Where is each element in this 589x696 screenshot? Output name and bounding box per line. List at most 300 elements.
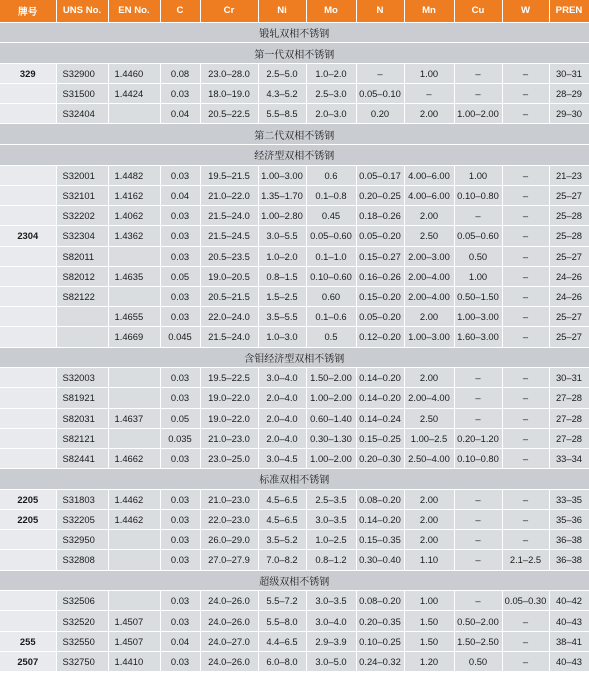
table-cell: S81921 xyxy=(56,388,108,408)
table-cell: 2.0–4.0 xyxy=(258,408,306,428)
table-cell: 0.05–0.60 xyxy=(306,226,356,246)
table-cell: 0.03 xyxy=(160,226,200,246)
table-cell: 0.04 xyxy=(160,631,200,651)
column-header: C xyxy=(160,0,200,22)
table-cell: 0.03 xyxy=(160,368,200,388)
section-title: 第二代双相不锈钢 xyxy=(0,124,589,145)
table-cell: 0.03 xyxy=(160,550,200,570)
table-row xyxy=(0,448,589,468)
table-cell: 0.05–0.17 xyxy=(356,165,404,185)
table-cell: 1.4669 xyxy=(108,327,160,347)
table-cell: 19.0–20.5 xyxy=(200,266,258,286)
table-cell: S32404 xyxy=(56,104,108,124)
table-cell: 0.30–1.30 xyxy=(306,428,356,448)
table-cell: 0.1–1.0 xyxy=(306,246,356,266)
table-cell: 2.1–2.5 xyxy=(502,550,549,570)
table-cell: 0.50 xyxy=(454,651,502,671)
table-row xyxy=(0,651,589,671)
table-cell: 1.50 xyxy=(404,631,454,651)
section-header-row xyxy=(0,43,589,64)
table-cell: 22.0–24.0 xyxy=(200,307,258,327)
table-row xyxy=(0,266,589,286)
grade-cell xyxy=(0,286,56,306)
table-cell xyxy=(108,104,160,124)
grade-cell: 2304 xyxy=(0,226,56,246)
table-cell xyxy=(108,388,160,408)
grade-cell xyxy=(0,104,56,124)
table-cell: 1.0–2.5 xyxy=(306,530,356,550)
table-cell: 0.50–1.50 xyxy=(454,286,502,306)
table-cell: 1.50 xyxy=(404,611,454,631)
section-header-row xyxy=(0,570,589,591)
grade-cell xyxy=(0,408,56,428)
table-cell: 2.00 xyxy=(404,489,454,509)
table-cell: – xyxy=(454,388,502,408)
table-cell: 2.00–3.00 xyxy=(404,246,454,266)
column-header: UNS No. xyxy=(56,0,108,22)
table-cell: 27–28 xyxy=(549,388,589,408)
table-cell: S32520 xyxy=(56,611,108,631)
table-cell: S32003 xyxy=(56,368,108,388)
table-cell: 24–26 xyxy=(549,266,589,286)
table-cell: S31500 xyxy=(56,84,108,104)
section-header-row xyxy=(0,22,589,43)
table-cell xyxy=(108,286,160,306)
table-cell: 24.0–26.0 xyxy=(200,651,258,671)
table-cell: 0.03 xyxy=(160,530,200,550)
table-row xyxy=(0,104,589,124)
table-cell: – xyxy=(454,408,502,428)
table-cell: 0.10–0.80 xyxy=(454,186,502,206)
table-cell: S31803 xyxy=(56,489,108,509)
table-cell: S32202 xyxy=(56,206,108,226)
column-header: EN No. xyxy=(108,0,160,22)
table-cell: 0.03 xyxy=(160,448,200,468)
table-cell: – xyxy=(454,530,502,550)
table-cell: 24.0–27.0 xyxy=(200,631,258,651)
table-cell: 0.04 xyxy=(160,186,200,206)
table-row xyxy=(0,550,589,570)
table-cell: 1.00 xyxy=(404,63,454,83)
table-cell: 20.5–21.5 xyxy=(200,286,258,306)
table-cell: 1.00–3.00 xyxy=(404,327,454,347)
grade-cell xyxy=(0,266,56,286)
table-cell: 4.00–6.00 xyxy=(404,165,454,185)
table-cell: 0.20–0.35 xyxy=(356,611,404,631)
table-cell: 1.00–3.00 xyxy=(258,165,306,185)
table-cell: 5.5–7.2 xyxy=(258,591,306,611)
table-cell: 25–27 xyxy=(549,246,589,266)
table-cell: 2.00 xyxy=(404,530,454,550)
table-cell: S32550 xyxy=(56,631,108,651)
grade-cell xyxy=(0,448,56,468)
table-cell: 1.00–2.80 xyxy=(258,206,306,226)
table-cell xyxy=(56,307,108,327)
table-cell: – xyxy=(502,530,549,550)
table-row xyxy=(0,530,589,550)
section-header-row xyxy=(0,145,589,166)
table-cell: 3.0–5.5 xyxy=(258,226,306,246)
table-cell: 0.05–0.30 xyxy=(502,591,549,611)
table-cell: 21–23 xyxy=(549,165,589,185)
table-cell: 1.4062 xyxy=(108,206,160,226)
table-cell: 0.45 xyxy=(306,206,356,226)
table-cell: 4.3–5.2 xyxy=(258,84,306,104)
table-cell: 23.0–28.0 xyxy=(200,63,258,83)
table-cell: 0.03 xyxy=(160,651,200,671)
table-row xyxy=(0,286,589,306)
section-title: 第一代双相不锈钢 xyxy=(0,43,589,64)
table-cell: 2.00 xyxy=(404,307,454,327)
table-cell: – xyxy=(502,489,549,509)
table-cell: 0.03 xyxy=(160,246,200,266)
table-cell: 22.0–23.0 xyxy=(200,510,258,530)
table-cell: 0.04 xyxy=(160,104,200,124)
table-cell: 25–28 xyxy=(549,206,589,226)
table-cell: 2.00 xyxy=(404,104,454,124)
table-cell: 0.03 xyxy=(160,206,200,226)
table-cell: 0.08–0.20 xyxy=(356,591,404,611)
table-row xyxy=(0,510,589,530)
table-cell: 27–28 xyxy=(549,408,589,428)
table-cell: S32506 xyxy=(56,591,108,611)
table-cell: 0.10–0.25 xyxy=(356,631,404,651)
grade-cell: 2205 xyxy=(0,510,56,530)
table-cell: 1.00–2.00 xyxy=(306,448,356,468)
table-cell: 0.18–0.26 xyxy=(356,206,404,226)
table-row xyxy=(0,388,589,408)
table-cell: 2.50 xyxy=(404,226,454,246)
table-cell xyxy=(108,246,160,266)
table-cell: 0.03 xyxy=(160,510,200,530)
table-cell xyxy=(108,550,160,570)
table-cell: – xyxy=(502,63,549,83)
table-cell: 2.5–5.0 xyxy=(258,63,306,83)
table-cell: 2.00–4.00 xyxy=(404,388,454,408)
table-cell: 0.14–0.20 xyxy=(356,368,404,388)
table-cell: 1.00 xyxy=(454,266,502,286)
table-cell: 6.0–8.0 xyxy=(258,651,306,671)
table-cell: 4.5–6.5 xyxy=(258,510,306,530)
table-cell: 24–26 xyxy=(549,286,589,306)
table-cell: 3.0–3.5 xyxy=(306,510,356,530)
table-cell: 0.14–0.20 xyxy=(356,388,404,408)
grade-cell xyxy=(0,307,56,327)
table-cell: 36–38 xyxy=(549,550,589,570)
table-cell: 25–27 xyxy=(549,327,589,347)
table-row xyxy=(0,408,589,428)
table-cell: 0.045 xyxy=(160,327,200,347)
table-cell: S32001 xyxy=(56,165,108,185)
table-cell: 0.5 xyxy=(306,327,356,347)
grade-cell xyxy=(0,368,56,388)
table-cell: 5.5–8.0 xyxy=(258,611,306,631)
table-cell: 1.0–3.0 xyxy=(258,327,306,347)
table-cell: 2.9–3.9 xyxy=(306,631,356,651)
table-cell: – xyxy=(454,550,502,570)
table-cell: 0.1–0.8 xyxy=(306,186,356,206)
table-cell: 1.4662 xyxy=(108,448,160,468)
table-cell: 0.08–0.20 xyxy=(356,489,404,509)
table-cell: S32205 xyxy=(56,510,108,530)
table-cell: 0.50–2.00 xyxy=(454,611,502,631)
table-cell: – xyxy=(502,286,549,306)
table-cell: 27–28 xyxy=(549,428,589,448)
table-cell: S82122 xyxy=(56,286,108,306)
table-cell: – xyxy=(454,489,502,509)
grade-cell xyxy=(0,388,56,408)
table-cell: – xyxy=(502,84,549,104)
table-cell: 0.03 xyxy=(160,489,200,509)
table-cell: 0.03 xyxy=(160,307,200,327)
table-cell: 2.0–4.0 xyxy=(258,388,306,408)
table-cell: 0.03 xyxy=(160,286,200,306)
grade-cell xyxy=(0,246,56,266)
header-row xyxy=(0,0,589,22)
table-cell: 0.03 xyxy=(160,165,200,185)
table-cell: – xyxy=(404,84,454,104)
section-title: 经济型双相不锈钢 xyxy=(0,145,589,166)
table-cell: 0.15–0.27 xyxy=(356,246,404,266)
table-cell: 1.00 xyxy=(404,591,454,611)
table-cell: 0.20–0.25 xyxy=(356,186,404,206)
grade-cell: 2205 xyxy=(0,489,56,509)
table-cell: S32950 xyxy=(56,530,108,550)
table-cell: 0.08 xyxy=(160,63,200,83)
table-cell: – xyxy=(502,651,549,671)
column-header: Mo xyxy=(306,0,356,22)
table-cell: 35–36 xyxy=(549,510,589,530)
table-row xyxy=(0,611,589,631)
table-cell: 1.4410 xyxy=(108,651,160,671)
table-cell: 0.05–0.60 xyxy=(454,226,502,246)
grade-cell xyxy=(0,186,56,206)
column-header: Cu xyxy=(454,0,502,22)
table-cell: 4.5–6.5 xyxy=(258,489,306,509)
table-row xyxy=(0,186,589,206)
table-cell: 3.0–4.0 xyxy=(306,611,356,631)
table-cell: 2.00 xyxy=(404,510,454,530)
table-cell: – xyxy=(502,368,549,388)
table-cell: 7.0–8.2 xyxy=(258,550,306,570)
table-cell: 21.5–24.0 xyxy=(200,206,258,226)
table-cell: S32750 xyxy=(56,651,108,671)
table-cell: – xyxy=(502,266,549,286)
table-row xyxy=(0,165,589,185)
table-cell: – xyxy=(502,246,549,266)
table-cell: 1.20 xyxy=(404,651,454,671)
table-cell: – xyxy=(454,206,502,226)
table-cell: 1.4482 xyxy=(108,165,160,185)
table-cell: – xyxy=(502,428,549,448)
table-cell: – xyxy=(502,226,549,246)
table-cell: 2.00 xyxy=(404,368,454,388)
table-cell: 0.15–0.35 xyxy=(356,530,404,550)
table-cell: – xyxy=(454,84,502,104)
table-cell: – xyxy=(502,388,549,408)
table-cell: 33–34 xyxy=(549,448,589,468)
table-cell: 0.60 xyxy=(306,286,356,306)
column-header: N xyxy=(356,0,404,22)
table-cell: 27.0–27.9 xyxy=(200,550,258,570)
table-cell: 1.4635 xyxy=(108,266,160,286)
table-cell: 21.5–24.0 xyxy=(200,327,258,347)
table-cell: S82012 xyxy=(56,266,108,286)
table-header xyxy=(0,0,589,22)
table-cell: 1.4162 xyxy=(108,186,160,206)
table-cell: 26.0–29.0 xyxy=(200,530,258,550)
table-cell: 19.5–21.5 xyxy=(200,165,258,185)
table-cell: 1.4362 xyxy=(108,226,160,246)
column-header: PREN xyxy=(549,0,589,22)
table-cell: 2.00–4.00 xyxy=(404,286,454,306)
table-cell: 1.00–2.5 xyxy=(404,428,454,448)
table-cell: 0.14–0.24 xyxy=(356,408,404,428)
table-cell: 4.00–6.00 xyxy=(404,186,454,206)
grade-cell xyxy=(0,611,56,631)
table-cell: 1.60–3.00 xyxy=(454,327,502,347)
table-cell: S82011 xyxy=(56,246,108,266)
table-cell: 1.4460 xyxy=(108,63,160,83)
column-header: Cr xyxy=(200,0,258,22)
table-cell: 19.5–22.5 xyxy=(200,368,258,388)
table-cell: 21.0–22.0 xyxy=(200,186,258,206)
table-cell: 0.035 xyxy=(160,428,200,448)
section-title: 含钼经济型双相不锈钢 xyxy=(0,347,589,368)
table-row xyxy=(0,327,589,347)
table-cell: 40–42 xyxy=(549,591,589,611)
table-cell: 0.03 xyxy=(160,388,200,408)
table-cell: S32101 xyxy=(56,186,108,206)
table-cell: 1.5–2.5 xyxy=(258,286,306,306)
table-cell: 0.10–0.80 xyxy=(454,448,502,468)
table-cell: – xyxy=(502,186,549,206)
grade-cell: 2507 xyxy=(0,651,56,671)
grade-cell xyxy=(0,530,56,550)
table-row xyxy=(0,226,589,246)
table-cell: 0.15–0.20 xyxy=(356,286,404,306)
table-cell: 21.0–23.0 xyxy=(200,489,258,509)
table-cell: 1.4462 xyxy=(108,489,160,509)
table-cell xyxy=(108,428,160,448)
table-cell: 2.00–4.00 xyxy=(404,266,454,286)
table-cell: S32304 xyxy=(56,226,108,246)
table-cell: – xyxy=(502,448,549,468)
table-cell: 0.20–0.30 xyxy=(356,448,404,468)
table-cell: 0.1–0.6 xyxy=(306,307,356,327)
table-row xyxy=(0,428,589,448)
table-cell: 0.8–1.2 xyxy=(306,550,356,570)
table-cell: 1.0–2.0 xyxy=(258,246,306,266)
table-cell: 36–38 xyxy=(549,530,589,550)
table-cell: 0.6 xyxy=(306,165,356,185)
table-cell: – xyxy=(502,631,549,651)
table-cell: 4.4–6.5 xyxy=(258,631,306,651)
table-cell xyxy=(108,368,160,388)
section-title: 标准双相不锈钢 xyxy=(0,469,589,490)
table-cell: 18.0–19.0 xyxy=(200,84,258,104)
table-cell: – xyxy=(454,368,502,388)
table-cell: – xyxy=(454,510,502,530)
table-cell: – xyxy=(454,591,502,611)
table-cell: 24.0–26.0 xyxy=(200,591,258,611)
table-cell: S82121 xyxy=(56,428,108,448)
table-cell: S32900 xyxy=(56,63,108,83)
table-cell: 1.00–3.00 xyxy=(454,307,502,327)
column-header: W xyxy=(502,0,549,22)
table-cell xyxy=(108,530,160,550)
table-cell xyxy=(108,591,160,611)
table-cell: – xyxy=(502,408,549,428)
table-cell: 30–31 xyxy=(549,63,589,83)
table-cell: 0.05 xyxy=(160,408,200,428)
table-cell: 25–27 xyxy=(549,186,589,206)
column-header: 牌号 xyxy=(0,0,56,22)
grade-cell xyxy=(0,591,56,611)
table-cell: 3.0–3.5 xyxy=(306,591,356,611)
table-cell: 25–28 xyxy=(549,226,589,246)
table-cell: 0.05–0.20 xyxy=(356,226,404,246)
table-cell: S82441 xyxy=(56,448,108,468)
table-cell: 2.0–4.0 xyxy=(258,428,306,448)
table-cell: 1.4462 xyxy=(108,510,160,530)
grade-cell xyxy=(0,206,56,226)
table-cell: 2.00 xyxy=(404,206,454,226)
table-cell: – xyxy=(502,510,549,530)
grade-cell xyxy=(0,550,56,570)
table-cell: 0.10–0.60 xyxy=(306,266,356,286)
table-cell: 1.4507 xyxy=(108,611,160,631)
table-cell: 1.10 xyxy=(404,550,454,570)
table-row xyxy=(0,63,589,83)
table-cell: 0.15–0.25 xyxy=(356,428,404,448)
table-cell: 1.00 xyxy=(454,165,502,185)
table-cell: 1.4655 xyxy=(108,307,160,327)
table-cell: 0.14–0.20 xyxy=(356,510,404,530)
grade-cell: 255 xyxy=(0,631,56,651)
table-cell: 28–29 xyxy=(549,84,589,104)
table-cell: – xyxy=(502,611,549,631)
table-cell: 0.20 xyxy=(356,104,404,124)
table-cell: 23.0–25.0 xyxy=(200,448,258,468)
table-cell: 24.0–26.0 xyxy=(200,611,258,631)
table-row xyxy=(0,206,589,226)
table-cell: 1.0–2.0 xyxy=(306,63,356,83)
table-row xyxy=(0,489,589,509)
table-cell xyxy=(56,327,108,347)
table-row xyxy=(0,84,589,104)
table-cell: 0.12–0.20 xyxy=(356,327,404,347)
table-cell: 1.4637 xyxy=(108,408,160,428)
table-cell: 19.0–22.0 xyxy=(200,388,258,408)
table-cell: 40–43 xyxy=(549,611,589,631)
grade-cell xyxy=(0,84,56,104)
table-cell: 0.60–1.40 xyxy=(306,408,356,428)
table-cell: 0.16–0.26 xyxy=(356,266,404,286)
table-cell: 0.03 xyxy=(160,591,200,611)
table-cell: 21.0–23.0 xyxy=(200,428,258,448)
table-cell: – xyxy=(502,104,549,124)
table-cell: 21.5–24.5 xyxy=(200,226,258,246)
section-title: 超级双相不锈钢 xyxy=(0,570,589,591)
table-cell: 30–31 xyxy=(549,368,589,388)
table-row xyxy=(0,631,589,651)
table-row xyxy=(0,368,589,388)
table-cell: 0.8–1.5 xyxy=(258,266,306,286)
table-cell: 2.5–3.5 xyxy=(306,489,356,509)
column-header: Mn xyxy=(404,0,454,22)
table-cell: – xyxy=(502,307,549,327)
